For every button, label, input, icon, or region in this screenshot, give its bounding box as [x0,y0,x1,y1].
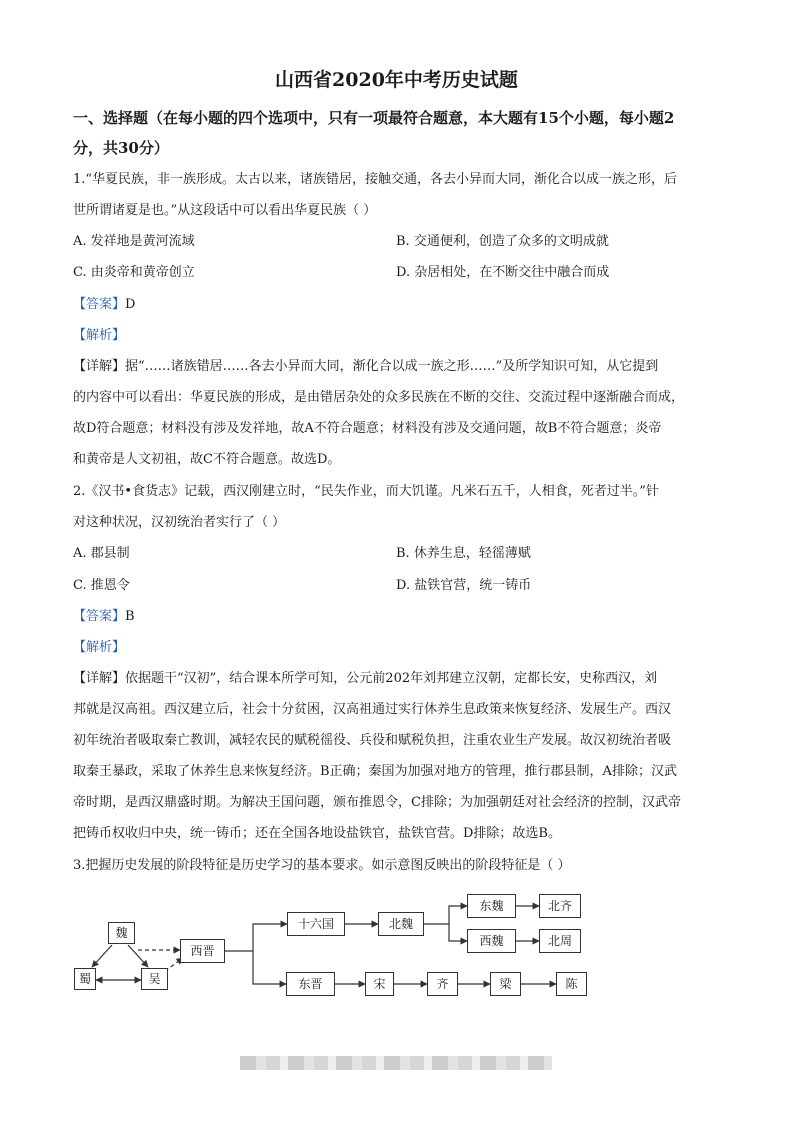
q1-detail-line2: 的内容中可以看出：华夏民族的形成，是由错居杂处的众多民族在不断的交往、交流过程中逐渐融合而成， [73,390,685,405]
answer-tag: 【答案】 [73,297,126,312]
node-xiwei: 西魏 [467,929,516,953]
q2-option-d: D. 盐铁官营，统一铸币 [396,578,532,593]
q3-stem: 3.把握历史发展的阶段特征是历史学习的基本要求。如示意图反映出的阶段特征是（ ） [73,858,571,873]
q2-stem-line2: 对这种状况，汉初统治者实行了（ ） [73,515,286,530]
answer-value: B [125,609,135,624]
node-wu: 吴 [141,968,168,990]
node-beizhou: 北周 [539,929,581,953]
node-beiwei: 北魏 [378,912,424,936]
section-heading: 一、选择题（在每小题的四个选项中，只有一项最符合题意，本大题有15个小题，每小题2 [73,109,675,127]
q2-detail-line2: 邦就是汉高祖。西汉建立后，社会十分贫困，汉高祖通过实行休养生息政策来恢复经济、发展生产。西汉 [73,702,672,717]
q2-detail-line5: 帝时期，是西汉鼎盛时期。为解决王国问题，颁布推恩令，C排除；为加强朝廷对社会经济的控制，汉武帝 [73,795,681,810]
q1-detail-line3: 故D符合题意；材料没有涉及发祥地，故A不符合题意；材料没有涉及交通问题，故B不符合题意；炎帝 [73,421,662,436]
node-qi: 齐 [427,972,458,996]
node-liang: 梁 [490,972,521,996]
node-beiqi: 北齐 [539,894,581,918]
node-song: 宋 [365,972,394,996]
q2-option-b: B. 休养生息，轻徭薄赋 [396,546,531,561]
q1-stem-line2: 世所谓诸夏是也。”从这段话中可以看出华夏民族（ ） [73,203,377,218]
q2-option-a: A. 郡县制 [73,546,130,561]
blurred-watermark [240,1056,552,1070]
node-dongjin: 东晋 [286,972,335,996]
node-chen: 陈 [556,972,587,996]
q1-detail-line4: 和黄帝是人文初祖，故C不符合题意。故选D。 [73,452,341,467]
q1-option-b: B. 交通便利，创造了众多的文明成就 [396,234,609,249]
q2-detail-line3: 初年统治者吸取秦亡教训，减轻农民的赋税徭役、兵役和赋税负担，注重农业生产发展。故汉初统治者吸 [73,733,672,748]
q1-option-a: A. 发祥地是黄河流域 [73,234,195,249]
q1-stem-line1: 1.“华夏民族，非一族形成。太古以来，诸族错居，接触交通，各去小异而大同，渐化合以成一族之形，后 [73,172,678,187]
q1-analysis-tag: 【解析】 [73,328,126,343]
answer-value: D [125,297,136,312]
node-xijin: 西晋 [180,939,225,963]
q2-detail-line1: 【详解】依据题干“汉初”，结合课本所学可知，公元前202年刘邦建立汉朝，定都长安，史称西汉，刘 [73,671,658,686]
q1-option-c: C. 由炎帝和黄帝创立 [73,265,195,280]
q2-detail-line4: 取秦王暴政，采取了休养生息来恢复经济。B正确；秦国为加强对地方的管理，推行郡县制，A排除；汉武 [73,764,677,779]
section-heading-cont: 分，共30分） [73,139,169,157]
node-shu: 蜀 [74,968,96,990]
node-wei: 魏 [108,922,135,944]
q2-stem-line1: 2.《汉书•食货志》记载，西汉刚建立时，“民失作业，而大饥谨。凡米石五千，人相食，死者过半。”针 [73,484,659,499]
q1-detail-line1: 【详解】据“……诸族错居……各去小异而大同，渐化合以成一族之形……”及所学知识可知，从它提到 [73,359,659,374]
page-title: 山西省2020年中考历史试题 [275,69,518,91]
q2-detail-line6: 把铸币权收归中央，统一铸币；还在全国各地设盐铁官，盐铁官营。D排除；故选B。 [73,826,561,841]
q1-option-d: D. 杂居相处，在不断交往中融合而成 [396,265,610,280]
q2-analysis-tag: 【解析】 [73,640,126,655]
node-dongwei: 东魏 [467,894,516,918]
answer-tag: 【答案】 [73,609,126,624]
node-shiliuguo: 十六国 [287,912,345,936]
q2-option-c: C. 推恩令 [73,578,130,593]
